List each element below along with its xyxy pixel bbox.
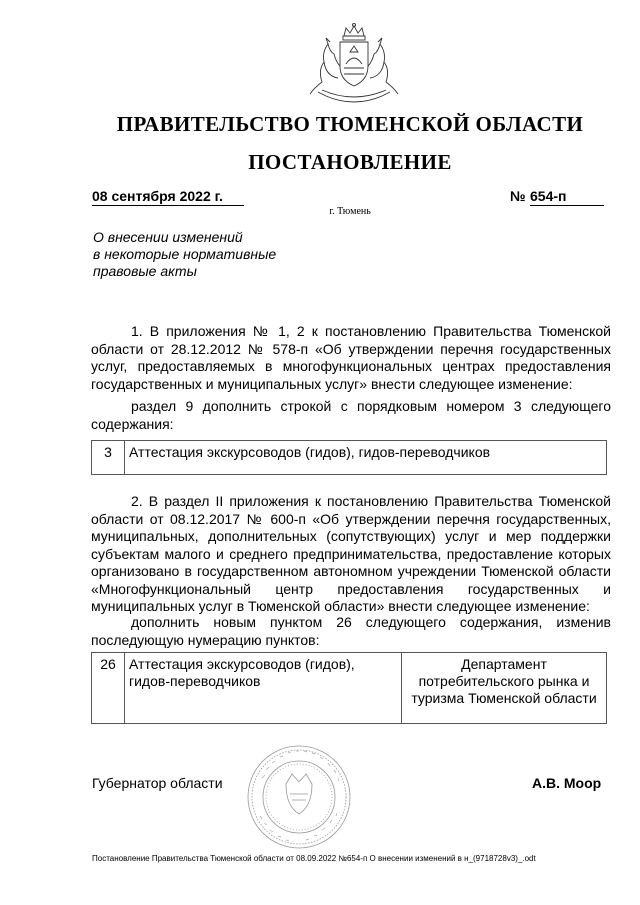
document-footer: Постановление Правительства Тюменской области от 08.09.2022 №654-п О внесении изменений в н_(9718728v3)_.odt: [92, 854, 536, 863]
signature-title: Губернатор области: [92, 775, 223, 791]
subject-line: в некоторые нормативные: [93, 246, 277, 262]
paragraph-1: 1. В приложения № 1, 2 к постановлению Правительства Тюменской области от 28.12.2012 № 578-п «Об утверждении перечня государственных услуг, предоставляемых в многофункциональных центрах предоставления государственных и муниципальных услуг» внести следующее изменение:: [91, 323, 611, 392]
official-seal-icon: [246, 744, 352, 850]
document-type: ПОСТАНОВЛЕНИЕ: [248, 150, 452, 174]
paragraph-2: 2. В раздел II приложения к постановлению Правительства Тюменской области от 08.12.2017 № 600-п «Об утверждении перечня государственных, муниципальных, дополнительных (сопутствующих) услуг и мер поддержки субъектам малого и среднего предпринимательства, предоставление которых организовано в государственном автономном учреждении Тюменской области «Многофункциональный центр предоставления государственных и муниципальных услуг в Тюменской области» внести следующее изменение:: [91, 493, 611, 614]
subject-line: правовые акты: [93, 263, 197, 279]
government-title: ПРАВИТЕЛЬСТВО ТЮМЕНСКОЙ ОБЛАСТИ: [116, 112, 584, 136]
document-date: 08 сентября 2022 г.: [92, 188, 244, 206]
table-cell-number: 3: [92, 441, 125, 475]
table-cell-number: 26: [92, 653, 125, 724]
document-subject: [93, 229, 303, 280]
table-row: [92, 653, 607, 724]
table-1: [91, 440, 607, 475]
table-cell-text: Аттестация экскурсоводов (гидов), гидов-переводчиков: [125, 441, 607, 475]
signature-name: А.В. Моор: [532, 775, 602, 791]
table-row: [92, 441, 607, 475]
document-city: г. Тюмень: [329, 206, 371, 217]
paragraph-2-sub: дополнить новым пунктом 26 следующего содержания, изменив последующую нумерацию пунктов:: [91, 614, 611, 648]
table-2: [91, 652, 607, 724]
subject-line: О внесении изменений: [93, 229, 243, 245]
table-cell-text: Аттестация экскурсоводов (гидов), гидов-переводчиков: [125, 653, 402, 724]
document-number: 654-п: [530, 188, 604, 206]
paragraph-1-sub: раздел 9 дополнить строкой с порядковым номером 3 следующего содержания:: [91, 398, 611, 432]
document-number-sign: №: [510, 188, 526, 204]
coat-of-arms-icon: [300, 22, 408, 112]
table-cell-department: Департамент потребительского рынка и туризма Тюменской области: [402, 653, 607, 724]
